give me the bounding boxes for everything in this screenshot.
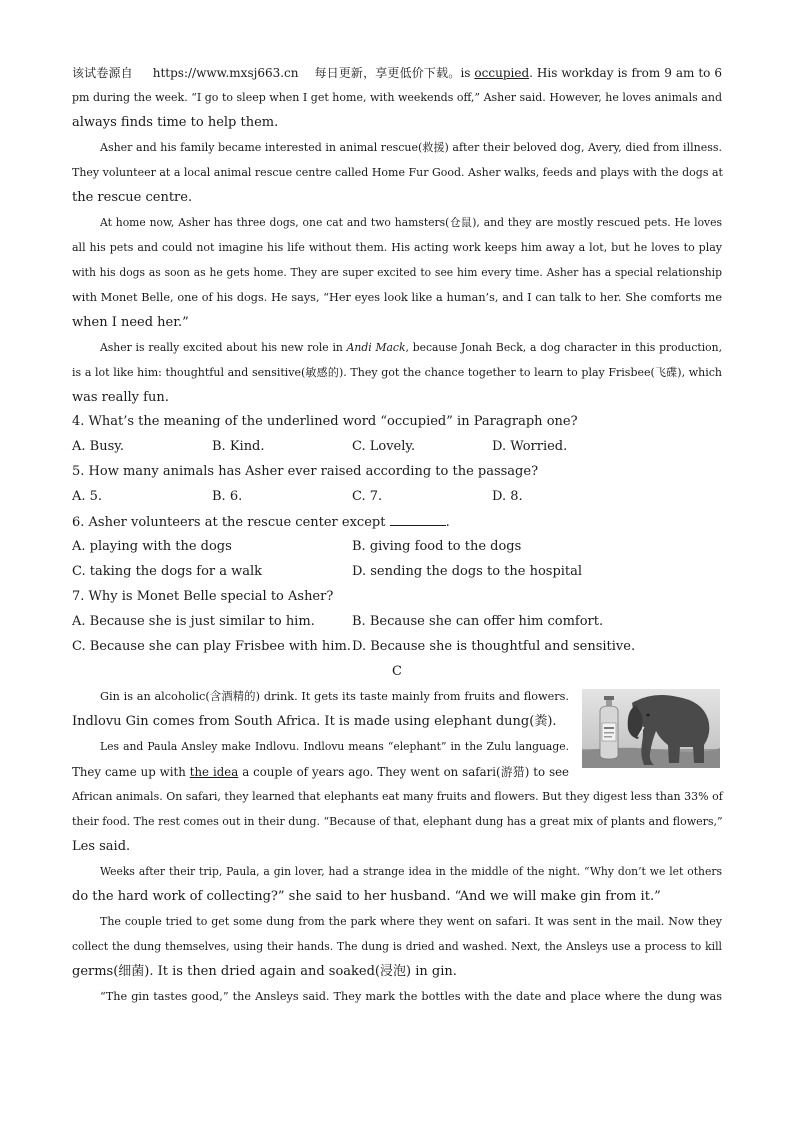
underlined-word-occupied: occupied <box>474 66 530 80</box>
question-6-option-c[interactable]: C. taking the dogs for a walk <box>72 564 263 579</box>
elephant-gin-photo <box>582 689 720 768</box>
idea-pre: They came up with <box>72 765 190 779</box>
passage-c-line: germs(细菌). It is then dried again and soaked(浸泡) in gin. <box>72 964 457 979</box>
passage-c-line: Indlovu Gin comes from South Africa. It is made using elephant dung(粪). <box>72 714 557 729</box>
elephant-photo-illustration <box>582 689 720 768</box>
source-line <box>72 65 722 81</box>
passage-c-line: Weeks after their trip, Paula, a gin lover, had a strange idea in the middle of the night. “Why don’t we let others <box>100 865 722 878</box>
question-7-option-a[interactable]: A. Because she is just similar to him. <box>72 614 315 629</box>
question-7-option-d[interactable]: D. Because she is thoughtful and sensitive. <box>352 639 636 654</box>
question-4-stem: 4. What’s the meaning of the underlined word “occupied” in Paragraph one? <box>72 414 578 429</box>
question-6-option-d[interactable]: D. sending the dogs to the hospital <box>352 564 583 579</box>
passage-b-line: Asher and his family became interested in animal rescue(救援) after their beloved dog, Avery, died from illness. <box>100 141 722 154</box>
question-5-option-b[interactable]: B. 6. <box>212 489 243 504</box>
question-6-option-b[interactable]: B. giving food to the dogs <box>352 539 522 554</box>
passage-c-line: Gin is an alcoholic(含酒精的) drink. It gets its taste mainly from fruits and flowers. <box>100 690 569 703</box>
passage-c-line: their food. The rest comes out in their dung. “Because of that, elephant dung has a great mix of plants and flowers,” <box>72 815 723 828</box>
question-7-stem: 7. Why is Monet Belle special to Asher? <box>72 589 334 604</box>
question-5-stem: 5. How many animals has Asher ever raised according to the passage? <box>72 464 539 479</box>
source-suffix: 每日更新，享更低价下载。 <box>314 66 461 80</box>
question-4-option-c[interactable]: C. Lovely. <box>352 439 416 454</box>
passage-c-line: do the hard work of collecting?” she said to her husband. “And we will make gin from it.” <box>72 889 661 904</box>
passage-b-line: the rescue centre. <box>72 190 193 205</box>
andi-line-pre: Asher is really excited about his new role in <box>100 341 347 354</box>
question-6-option-a[interactable]: A. playing with the dogs <box>72 539 232 554</box>
question-5-option-d[interactable]: D. 8. <box>492 489 523 504</box>
passage-c-line <box>72 764 569 780</box>
passage-b-line: when I need her.” <box>72 315 189 330</box>
andi-line-post: , because Jonah Beck, a dog character in this production, <box>405 341 722 354</box>
passage-c-line: “The gin tastes good,” the Ansleys said. They mark the bottles with the date and place where the dung was <box>100 990 722 1003</box>
question-6-stem <box>72 514 450 531</box>
line1-post: . His workday is from 9 am to 6 <box>529 66 722 80</box>
passage-b-line: all his pets and could not imagine his life without them. His acting work keeps him away a lot, but he loves to play <box>72 241 722 254</box>
passage-c-line: The couple tried to get some dung from the park where they went on safari. It was sent in the mail. Now they <box>100 915 722 928</box>
source-prefix: 该试卷源自 <box>72 66 133 80</box>
section-heading-c: C <box>392 664 402 679</box>
question-7-option-c[interactable]: C. Because she can play Frisbee with him. <box>72 639 351 654</box>
question-4-option-b[interactable]: B. Kind. <box>212 439 265 454</box>
passage-b-line: always finds time to help them. <box>72 115 279 130</box>
passage-b-line: is a lot like him: thoughtful and sensitive(敏感的). They got the chance together to learn to play Frisbee(飞碟), which <box>72 366 722 379</box>
underlined-phrase-the-idea: the idea <box>189 765 239 779</box>
line1-pre: is <box>460 66 475 80</box>
question-5-option-a[interactable]: A. 5. <box>72 489 103 504</box>
passage-b-line <box>100 340 722 356</box>
passage-b-line: They volunteer at a local animal rescue centre called Home Fur Good. Asher walks, feeds and plays with the dogs at <box>72 166 723 179</box>
source-url[interactable]: https://www.mxsj663.cn <box>152 66 299 80</box>
question-4-option-d[interactable]: D. Worried. <box>492 439 568 454</box>
passage-c-line: Les and Paula Ansley make Indlovu. Indlovu means “elephant” in the Zulu language. <box>100 740 569 753</box>
question-7-option-b[interactable]: B. Because she can offer him comfort. <box>352 614 604 629</box>
passage-b-line: pm during the week. “I go to sleep when I get home, with weekends off,” Asher said. However, he loves animals and <box>72 91 722 104</box>
show-title: Andi Mack <box>346 341 406 354</box>
question-6-stem-pre: 6. Asher volunteers at the rescue center except <box>72 515 390 530</box>
passage-b-line: At home now, Asher has three dogs, one cat and two hamsters(仓鼠), and they are mostly rescued pets. He loves <box>100 216 722 229</box>
answer-blank <box>390 514 446 526</box>
question-4-option-a[interactable]: A. Busy. <box>72 439 124 454</box>
question-5-option-c[interactable]: C. 7. <box>352 489 383 504</box>
passage-c-line: collect the dung themselves, using their hands. The dung is dried and washed. Next, the Ansleys use a process to kill <box>72 940 722 953</box>
passage-c-line: Les said. <box>72 839 131 854</box>
passage-b-line: was really fun. <box>72 390 169 405</box>
passage-b-line: with Monet Belle, one of his dogs. He says, “Her eyes look like a human’s, and I can talk to her. She comforts me <box>72 291 722 304</box>
passage-c-line: African animals. On safari, they learned that elephants eat many fruits and flowers. But they digest less than 33% of <box>72 790 723 803</box>
question-6-stem-post: . <box>445 515 450 530</box>
passage-b-line: with his dogs as soon as he gets home. They are super excited to see him every time. Asher has a special relationship <box>72 266 722 279</box>
idea-post: a couple of years ago. They went on safari(游猎) to see <box>238 765 570 779</box>
